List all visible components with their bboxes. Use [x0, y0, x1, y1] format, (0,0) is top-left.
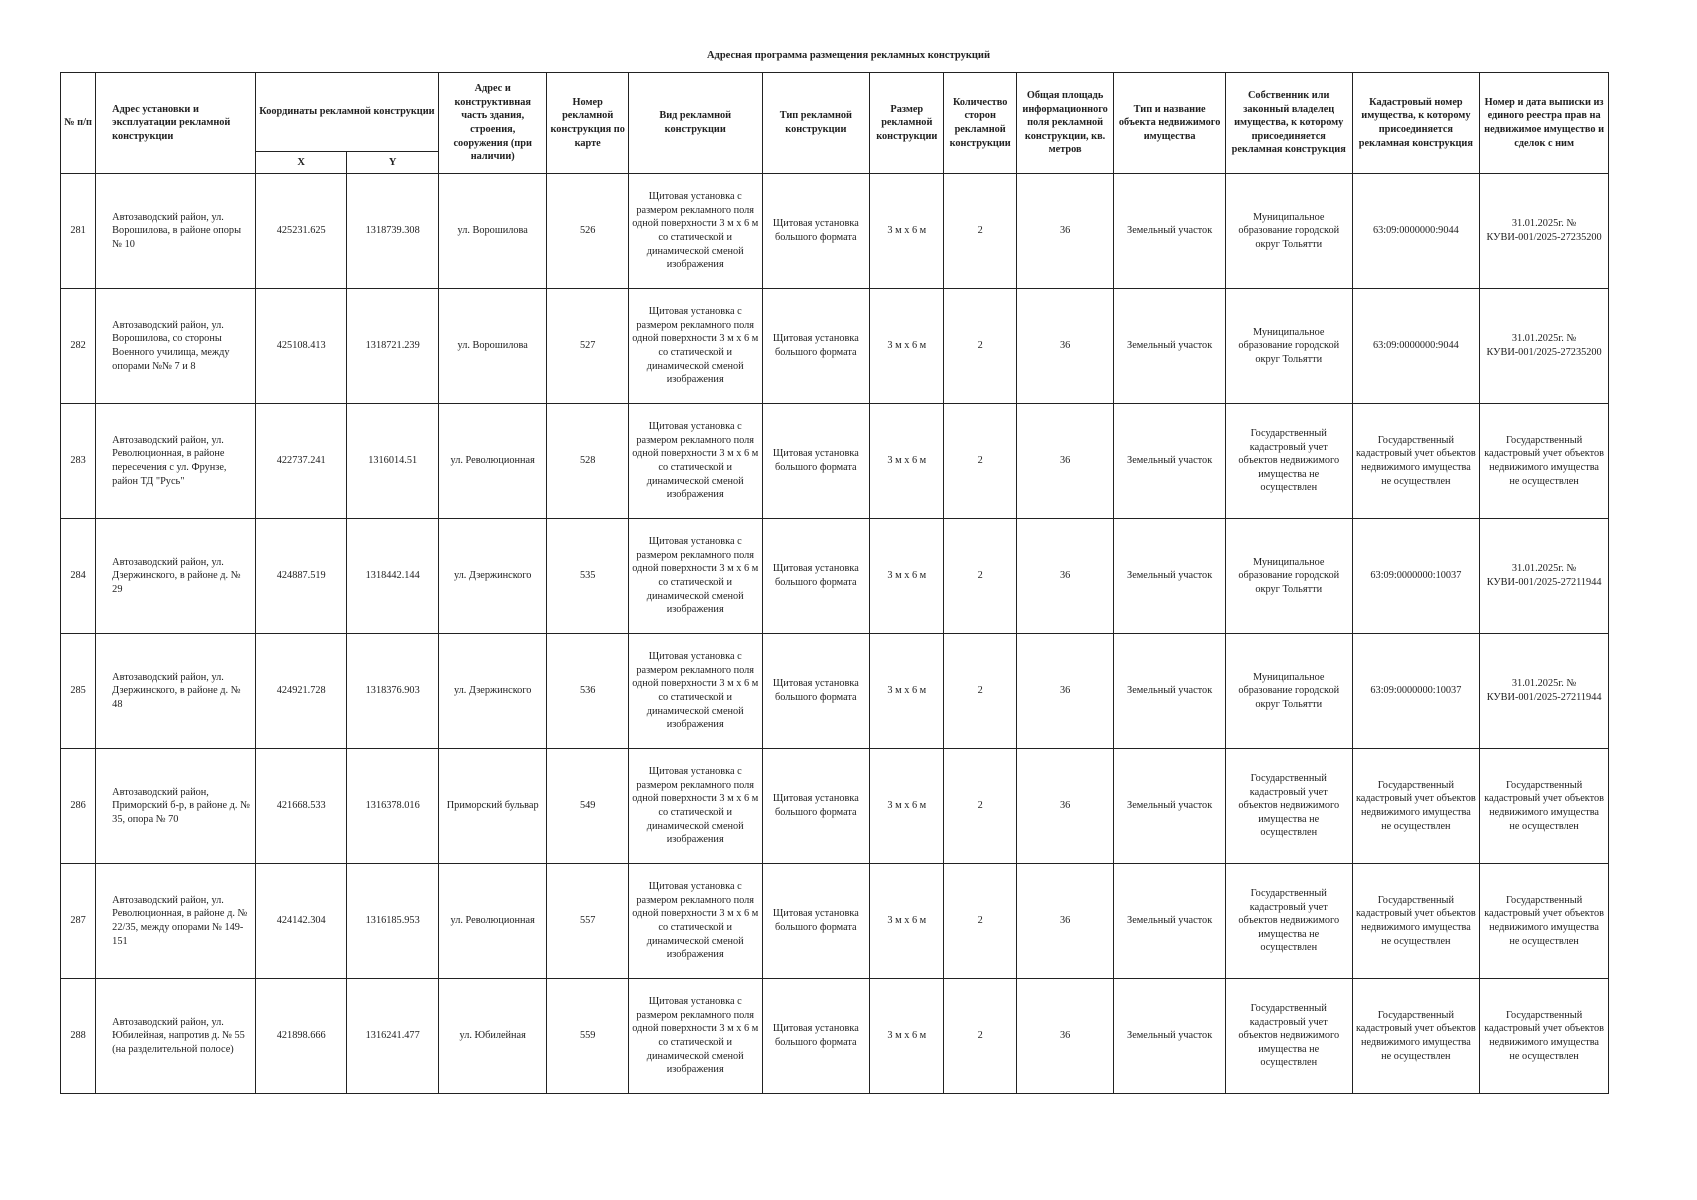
table-row — [61, 404, 1609, 519]
header-building: Адрес и конструктивная часть здания, строения, сооружения (при наличии) — [438, 73, 547, 174]
table-header — [61, 73, 1609, 174]
cell-size: 3 м х 6 м — [870, 979, 944, 1094]
cell-building: ул. Дзержинского — [438, 634, 547, 749]
cell-x: 421898.666 — [255, 979, 346, 1094]
cell-address: Автозаводский район, ул. Юбилейная, напротив д. № 55 (на разделительной полосе) — [96, 979, 256, 1094]
cell-sides: 2 — [944, 634, 1016, 749]
cell-address: Автозаводский район, ул. Дзержинского, в районе д. № 29 — [96, 519, 256, 634]
cell-kind: Щитовая установка с размером рекламного поля одной поверхности 3 м х 6 м со статической и динамической сменой изображения — [628, 289, 762, 404]
cell-kind: Щитовая установка с размером рекламного поля одной поверхности 3 м х 6 м со статической и динамической сменой изображения — [628, 634, 762, 749]
cell-type: Щитовая установка большого формата — [762, 749, 870, 864]
header-coords: Координаты рекламной конструкции — [255, 73, 438, 152]
cell-map-no: 559 — [547, 979, 628, 1094]
cell-area: 36 — [1016, 749, 1114, 864]
cell-y: 1318376.903 — [347, 634, 438, 749]
cell-address: Автозаводский район, Приморский б-р, в районе д. № 35, опора № 70 — [96, 749, 256, 864]
cell-num: 282 — [61, 289, 96, 404]
cell-kind: Щитовая установка с размером рекламного поля одной поверхности 3 м х 6 м со статической и динамической сменой изображения — [628, 979, 762, 1094]
cell-owner: Государственный кадастровый учет объектов недвижимого имущества не осуществлен — [1225, 749, 1352, 864]
cell-type: Щитовая установка большого формата — [762, 634, 870, 749]
header-registry: Номер и дата выписки из единого реестра прав на недвижимое имущество и сделок с ним — [1480, 73, 1609, 174]
cell-address: Автозаводский район, ул. Ворошилова, со стороны Военного училища, между опорами №№ 7 и 8 — [96, 289, 256, 404]
cell-address: Автозаводский район, ул. Революционная, в районе пересечения с ул. Фрунзе, район ТД "Русь" — [96, 404, 256, 519]
cell-map-no: 535 — [547, 519, 628, 634]
cell-registry: Государственный кадастровый учет объектов недвижимого имущества не осуществлен — [1480, 749, 1609, 864]
table-body — [61, 174, 1609, 1094]
cell-area: 36 — [1016, 979, 1114, 1094]
header-y: Y — [347, 152, 438, 174]
table-row — [61, 289, 1609, 404]
cell-address: Автозаводский район, ул. Ворошилова, в районе опоры № 10 — [96, 174, 256, 289]
table-row — [61, 979, 1609, 1094]
cell-address: Автозаводский район, ул. Революционная, в районе д. № 22/35, между опорами № 149-151 — [96, 864, 256, 979]
cell-area: 36 — [1016, 404, 1114, 519]
cell-area: 36 — [1016, 289, 1114, 404]
cell-num: 288 — [61, 979, 96, 1094]
header-cadastral: Кадастровый номер имущества, к которому присоединяется рекламная конструкция — [1352, 73, 1480, 174]
cell-map-no: 528 — [547, 404, 628, 519]
cell-x: 422737.241 — [255, 404, 346, 519]
cell-sides: 2 — [944, 289, 1016, 404]
cell-x: 424142.304 — [255, 864, 346, 979]
cell-building: ул. Юбилейная — [438, 979, 547, 1094]
cell-property: Земельный участок — [1114, 864, 1226, 979]
cell-registry: Государственный кадастровый учет объектов недвижимого имущества не осуществлен — [1480, 404, 1609, 519]
cell-property: Земельный участок — [1114, 749, 1226, 864]
cell-sides: 2 — [944, 864, 1016, 979]
cell-size: 3 м х 6 м — [870, 289, 944, 404]
cell-property: Земельный участок — [1114, 979, 1226, 1094]
cell-building: ул. Дзержинского — [438, 519, 547, 634]
header-x: X — [255, 152, 346, 174]
cell-owner: Муниципальное образование городской округ Тольятти — [1225, 519, 1352, 634]
cell-num: 286 — [61, 749, 96, 864]
cell-y: 1316014.51 — [347, 404, 438, 519]
cell-x: 424921.728 — [255, 634, 346, 749]
cell-cadastral: Государственный кадастровый учет объектов недвижимого имущества не осуществлен — [1352, 979, 1480, 1094]
cell-type: Щитовая установка большого формата — [762, 519, 870, 634]
cell-registry: 31.01.2025г. № КУВИ-001/2025-27211944 — [1480, 634, 1609, 749]
table-row — [61, 519, 1609, 634]
cell-cadastral: 63:09:0000000:10037 — [1352, 634, 1480, 749]
cell-area: 36 — [1016, 634, 1114, 749]
cell-x: 425108.413 — [255, 289, 346, 404]
cell-x: 421668.533 — [255, 749, 346, 864]
cell-property: Земельный участок — [1114, 634, 1226, 749]
cell-property: Земельный участок — [1114, 404, 1226, 519]
cell-cadastral: 63:09:0000000:9044 — [1352, 174, 1480, 289]
cell-cadastral: 63:09:0000000:9044 — [1352, 289, 1480, 404]
cell-kind: Щитовая установка с размером рекламного поля одной поверхности 3 м х 6 м со статической и динамической сменой изображения — [628, 864, 762, 979]
cell-building: ул. Революционная — [438, 864, 547, 979]
header-sides: Количество сторон рекламной конструкции — [944, 73, 1016, 174]
header-kind: Вид рекламной конструкции — [628, 73, 762, 174]
cell-sides: 2 — [944, 404, 1016, 519]
cell-num: 281 — [61, 174, 96, 289]
cell-area: 36 — [1016, 864, 1114, 979]
cell-building: Приморский бульвар — [438, 749, 547, 864]
cell-y: 1318442.144 — [347, 519, 438, 634]
header-type: Тип рекламной конструкции — [762, 73, 870, 174]
header-owner: Собственник или законный владелец имущества, к которому присоединяется рекламная конструкция — [1225, 73, 1352, 174]
cell-x: 424887.519 — [255, 519, 346, 634]
cell-size: 3 м х 6 м — [870, 864, 944, 979]
cell-kind: Щитовая установка с размером рекламного поля одной поверхности 3 м х 6 м со статической и динамической сменой изображения — [628, 519, 762, 634]
cell-registry: 31.01.2025г. № КУВИ-001/2025-27235200 — [1480, 289, 1609, 404]
cell-num: 287 — [61, 864, 96, 979]
cell-owner: Муниципальное образование городской округ Тольятти — [1225, 289, 1352, 404]
cell-registry: Государственный кадастровый учет объектов недвижимого имущества не осуществлен — [1480, 864, 1609, 979]
header-size: Размер рекламной конструкции — [870, 73, 944, 174]
table-row — [61, 749, 1609, 864]
cell-building: ул. Революционная — [438, 404, 547, 519]
cell-size: 3 м х 6 м — [870, 404, 944, 519]
cell-num: 284 — [61, 519, 96, 634]
cell-size: 3 м х 6 м — [870, 634, 944, 749]
cell-map-no: 536 — [547, 634, 628, 749]
cell-area: 36 — [1016, 519, 1114, 634]
cell-size: 3 м х 6 м — [870, 174, 944, 289]
cell-sides: 2 — [944, 174, 1016, 289]
cell-address: Автозаводский район, ул. Дзержинского, в районе д. № 48 — [96, 634, 256, 749]
cell-y: 1318739.308 — [347, 174, 438, 289]
cell-building: ул. Ворошилова — [438, 289, 547, 404]
cell-type: Щитовая установка большого формата — [762, 864, 870, 979]
cell-map-no: 526 — [547, 174, 628, 289]
cell-kind: Щитовая установка с размером рекламного поля одной поверхности 3 м х 6 м со статической и динамической сменой изображения — [628, 749, 762, 864]
cell-sides: 2 — [944, 749, 1016, 864]
cell-map-no: 527 — [547, 289, 628, 404]
cell-registry: 31.01.2025г. № КУВИ-001/2025-27211944 — [1480, 519, 1609, 634]
cell-num: 285 — [61, 634, 96, 749]
header-address: Адрес установки и эксплуатации рекламной конструкции — [96, 73, 256, 174]
header-property: Тип и название объекта недвижимого имущества — [1114, 73, 1226, 174]
cell-owner: Государственный кадастровый учет объектов недвижимого имущества не осуществлен — [1225, 979, 1352, 1094]
cell-registry: Государственный кадастровый учет объектов недвижимого имущества не осуществлен — [1480, 979, 1609, 1094]
header-area: Общая площадь информационного поля рекламной конструкции, кв. метров — [1016, 73, 1114, 174]
cell-type: Щитовая установка большого формата — [762, 289, 870, 404]
cell-y: 1316241.477 — [347, 979, 438, 1094]
cell-y: 1316378.016 — [347, 749, 438, 864]
cell-cadastral: 63:09:0000000:10037 — [1352, 519, 1480, 634]
cell-owner: Муниципальное образование городской округ Тольятти — [1225, 174, 1352, 289]
cell-kind: Щитовая установка с размером рекламного поля одной поверхности 3 м х 6 м со статической и динамической сменой изображения — [628, 174, 762, 289]
cell-kind: Щитовая установка с размером рекламного поля одной поверхности 3 м х 6 м со статической и динамической сменой изображения — [628, 404, 762, 519]
cell-num: 283 — [61, 404, 96, 519]
cell-owner: Государственный кадастровый учет объектов недвижимого имущества не осуществлен — [1225, 864, 1352, 979]
cell-owner: Государственный кадастровый учет объектов недвижимого имущества не осуществлен — [1225, 404, 1352, 519]
cell-y: 1318721.239 — [347, 289, 438, 404]
table-row — [61, 174, 1609, 289]
cell-property: Земельный участок — [1114, 289, 1226, 404]
table-row — [61, 634, 1609, 749]
cell-cadastral: Государственный кадастровый учет объектов недвижимого имущества не осуществлен — [1352, 749, 1480, 864]
cell-size: 3 м х 6 м — [870, 519, 944, 634]
cell-property: Земельный участок — [1114, 174, 1226, 289]
cell-area: 36 — [1016, 174, 1114, 289]
page-title: Адресная программа размещения рекламных конструкций — [706, 50, 991, 61]
header-map-no: Номер рекламной конструкция по карте — [547, 73, 628, 174]
cell-type: Щитовая установка большого формата — [762, 404, 870, 519]
cell-map-no: 549 — [547, 749, 628, 864]
cell-sides: 2 — [944, 519, 1016, 634]
cell-map-no: 557 — [547, 864, 628, 979]
cell-property: Земельный участок — [1114, 519, 1226, 634]
cell-sides: 2 — [944, 979, 1016, 1094]
cell-cadastral: Государственный кадастровый учет объектов недвижимого имущества не осуществлен — [1352, 404, 1480, 519]
cell-type: Щитовая установка большого формата — [762, 979, 870, 1094]
cell-registry: 31.01.2025г. № КУВИ-001/2025-27235200 — [1480, 174, 1609, 289]
table-row — [61, 864, 1609, 979]
cell-cadastral: Государственный кадастровый учет объектов недвижимого имущества не осуществлен — [1352, 864, 1480, 979]
cell-owner: Муниципальное образование городской округ Тольятти — [1225, 634, 1352, 749]
cell-y: 1316185.953 — [347, 864, 438, 979]
cell-building: ул. Ворошилова — [438, 174, 547, 289]
cell-size: 3 м х 6 м — [870, 749, 944, 864]
header-num: № п/п — [61, 73, 96, 174]
cell-type: Щитовая установка большого формата — [762, 174, 870, 289]
advertising-register-table — [60, 72, 1609, 1094]
cell-x: 425231.625 — [255, 174, 346, 289]
